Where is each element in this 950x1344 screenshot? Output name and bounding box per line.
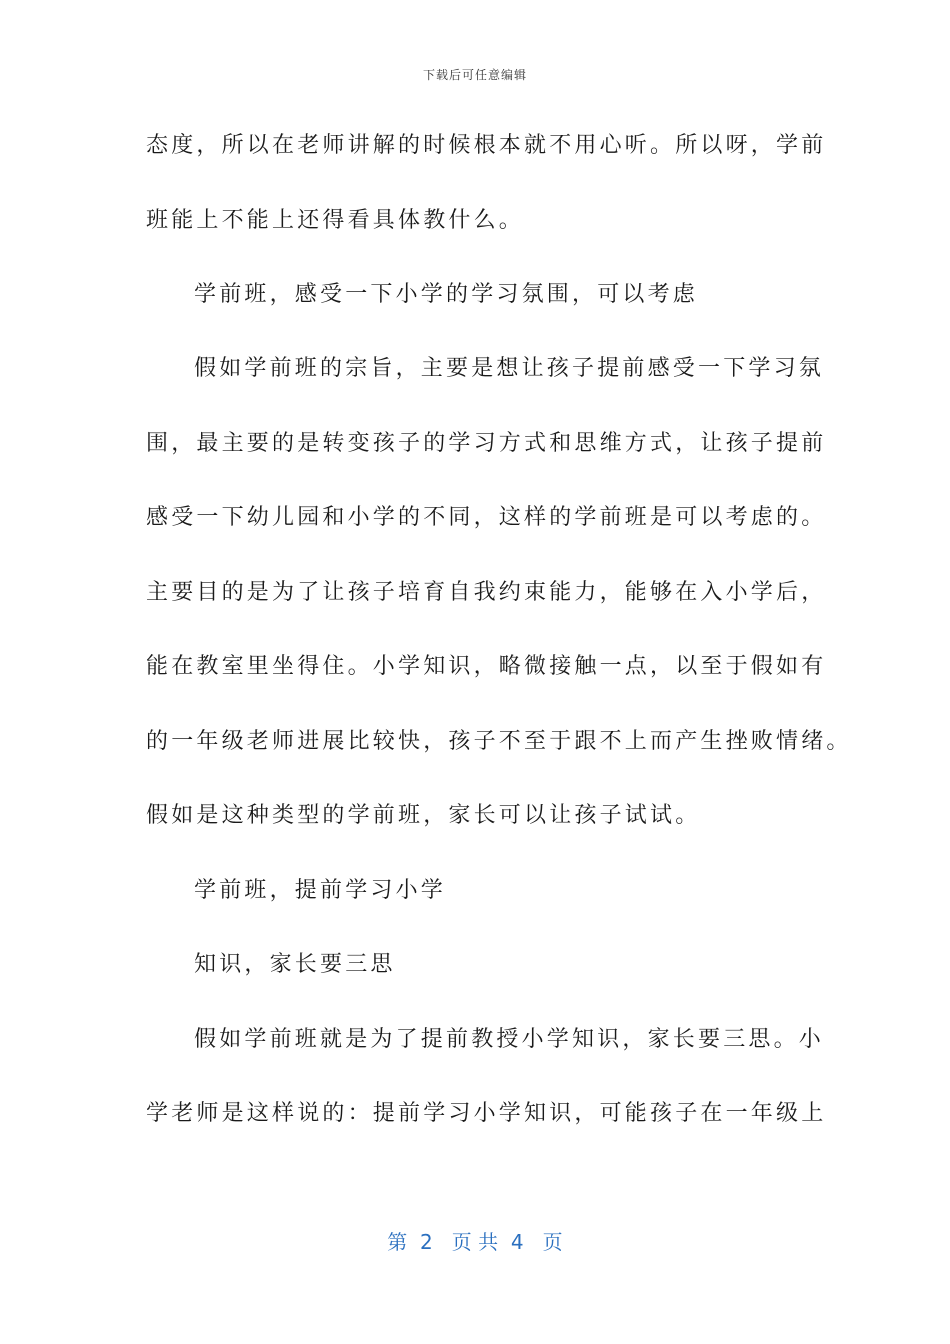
text-line: 的一年级老师进展比较快，孩子不至于跟不上而产生挫败情绪。 (146, 729, 852, 754)
text-line: 主要目的是为了让孩子培育自我约束能力，能够在入小学后， (146, 580, 827, 605)
text-line: 学老师是这样说的：提前学习小学知识，可能孩子在一年级上 (146, 1101, 827, 1126)
header-note: 下载后可任意编辑 (422, 68, 527, 82)
text-line: 感受一下幼儿园和小学的不同，这样的学前班是可以考虑的。 (146, 505, 827, 530)
text-line: 班能上不能上还得看具体教什么。 (146, 208, 525, 233)
text-line: 假如学前班的宗旨，主要是想让孩子提前感受一下学习氛 (194, 356, 825, 381)
text-line: 假如是这种类型的学前班，家长可以让孩子试试。 (146, 803, 701, 828)
text-line: 态度，所以在老师讲解的时候根本就不用心听。所以呀，学前 (146, 133, 827, 158)
section-heading: 学前班，提前学习小学 (194, 878, 447, 903)
section-heading: 知识，家长要三思 (194, 952, 396, 977)
text-line: 假如学前班就是为了提前教授小学知识，家长要三思。小 (194, 1027, 825, 1052)
section-heading: 学前班，感受一下小学的学习氛围，可以考虑 (194, 282, 699, 307)
text-line: 围，最主要的是转变孩子的学习方式和思维方式，让孩子提前 (146, 431, 827, 456)
page-number: 第 2 页 共 4 页 (387, 1230, 563, 1254)
text-line: 能在教室里坐得住。小学知识，略微接触一点，以至于假如有 (146, 654, 827, 679)
